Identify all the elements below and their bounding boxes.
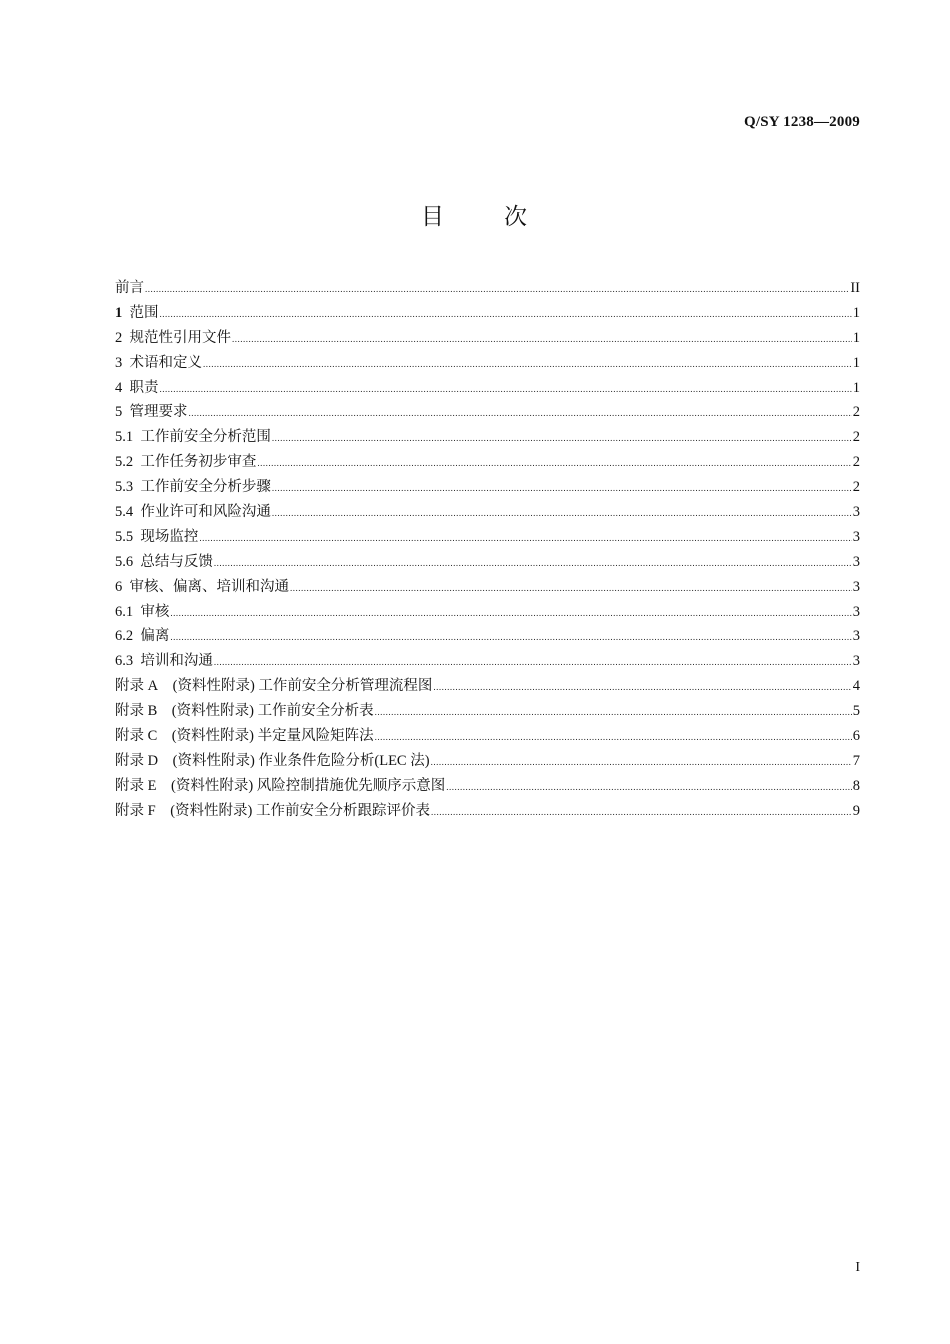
- toc-entry-number: 5: [115, 404, 123, 421]
- toc-entry-text: 作业许可和风险沟通: [140, 504, 271, 521]
- toc-entry-label: [115, 674, 432, 695]
- toc-leader-dots: [170, 604, 851, 621]
- toc-entry-page: 7: [852, 752, 860, 769]
- page-number: I: [855, 1260, 860, 1275]
- toc-entry-label: [115, 500, 271, 521]
- toc-entry[interactable]: [115, 699, 860, 724]
- toc-leader-dots: [214, 554, 852, 571]
- toc-entry-number: 附录 E: [115, 777, 157, 794]
- toc-entry[interactable]: [115, 276, 860, 301]
- table-of-contents: [115, 276, 860, 824]
- toc-entry-page: 5: [852, 703, 860, 720]
- toc-entry-page: 8: [852, 777, 860, 794]
- toc-leader-dots: [433, 678, 851, 695]
- toc-entry-page: 2: [852, 429, 860, 446]
- toc-entry[interactable]: [115, 649, 860, 674]
- toc-entry-number: 5.1: [115, 429, 134, 446]
- toc-entry-number: 1: [115, 304, 123, 321]
- toc-entry[interactable]: [115, 600, 860, 625]
- toc-entry-page: 3: [852, 553, 860, 570]
- toc-entry-text: (资料性附录) 工作前安全分析管理流程图: [168, 678, 433, 695]
- toc-entry[interactable]: [115, 550, 860, 575]
- toc-entry-label: [115, 550, 213, 571]
- toc-entry-page: 4: [852, 678, 860, 695]
- toc-entry-text: 管理要求: [129, 404, 188, 421]
- toc-entry-text: 职责: [129, 379, 159, 396]
- toc-entry-number: 4: [115, 379, 123, 396]
- toc-entry-number: 5.6: [115, 553, 134, 570]
- title-char-1: 目: [421, 204, 446, 229]
- toc-entry-number: 6.1: [115, 603, 134, 620]
- toc-entry-page: 2: [852, 479, 860, 496]
- toc-entry-page: 2: [852, 404, 860, 421]
- toc-entry-number: 2: [115, 329, 123, 346]
- toc-entry-label: [115, 351, 202, 372]
- toc-entry[interactable]: [115, 624, 860, 649]
- toc-entry[interactable]: [115, 674, 860, 699]
- toc-entry-number: 附录 F: [115, 802, 156, 819]
- toc-entry[interactable]: [115, 301, 860, 326]
- toc-entry-label: [115, 774, 445, 795]
- toc-entry-label: [115, 624, 169, 645]
- toc-leader-dots: [272, 504, 852, 521]
- toc-entry-label: [115, 575, 289, 596]
- toc-entry-text: 规范性引用文件: [129, 329, 231, 346]
- toc-entry-label: [115, 749, 430, 770]
- toc-leader-dots: [375, 728, 852, 745]
- toc-entry[interactable]: [115, 425, 860, 450]
- toc-entry-text: 现场监控: [140, 528, 199, 545]
- toc-entry-number: 3: [115, 354, 123, 371]
- toc-entry-page: 6: [852, 728, 860, 745]
- toc-entry[interactable]: [115, 450, 860, 475]
- toc-entry-page: 1: [852, 304, 860, 321]
- toc-entry-number: 5.2: [115, 454, 134, 471]
- toc-leader-dots: [199, 529, 851, 546]
- toc-entry-label: [115, 799, 430, 820]
- toc-entry-page: 3: [852, 603, 860, 620]
- toc-entry-text: 范围: [129, 304, 159, 321]
- toc-leader-dots: [203, 355, 852, 372]
- toc-leader-dots: [232, 330, 852, 347]
- toc-entry-label: [115, 699, 374, 720]
- toc-entry-page: 3: [852, 578, 860, 595]
- toc-entry-label: [115, 525, 198, 546]
- toc-entry-number: 5.4: [115, 504, 134, 521]
- toc-entry[interactable]: [115, 500, 860, 525]
- toc-entry-label: [115, 450, 256, 471]
- toc-entry-number: 5.5: [115, 528, 134, 545]
- toc-entry-label: [115, 724, 374, 745]
- toc-entry-label: [115, 400, 188, 421]
- toc-entry-text: (资料性附录) 风险控制措施优先顺序示意图: [167, 777, 446, 794]
- toc-entry-page: 1: [852, 379, 860, 396]
- toc-entry-number: 附录 A: [115, 678, 159, 695]
- toc-entry-label: [115, 649, 213, 670]
- toc-entry-text: 工作前安全分析范围: [140, 429, 271, 446]
- toc-entry[interactable]: [115, 575, 860, 600]
- toc-entry[interactable]: [115, 749, 860, 774]
- toc-entry-text: 工作任务初步审查: [140, 454, 257, 471]
- toc-entry-text: (资料性附录) 工作前安全分析跟踪评价表: [166, 802, 430, 819]
- toc-leader-dots: [431, 803, 852, 820]
- toc-entry[interactable]: [115, 724, 860, 749]
- toc-entry-text: 审核、偏离、培训和沟通: [129, 578, 289, 595]
- toc-entry-page: 9: [852, 802, 860, 819]
- toc-entry[interactable]: [115, 400, 860, 425]
- toc-entry-text: 前言: [115, 280, 144, 296]
- toc-entry-page: 1: [852, 354, 860, 371]
- toc-entry-page: 1: [852, 329, 860, 346]
- toc-leader-dots: [446, 778, 851, 795]
- toc-entry-text: 审核: [140, 603, 170, 620]
- toc-entry-text: 培训和沟通: [140, 653, 213, 670]
- standard-code: Q/SY 1238—2009: [743, 114, 860, 130]
- toc-leader-dots: [375, 703, 852, 720]
- toc-entry[interactable]: [115, 525, 860, 550]
- toc-entry-text: 总结与反馈: [140, 553, 213, 570]
- toc-entry-text: (资料性附录) 作业条件危险分析(LEC 法): [168, 752, 430, 769]
- toc-entry-label: [115, 326, 231, 347]
- toc-entry-text: 偏离: [140, 628, 170, 645]
- toc-entry[interactable]: [115, 326, 860, 351]
- toc-entry-number: 6.2: [115, 628, 134, 645]
- toc-entry-number: 5.3: [115, 479, 134, 496]
- toc-entry-page: 3: [852, 628, 860, 645]
- toc-entry-page: 3: [852, 528, 860, 545]
- toc-entry-page: 2: [852, 454, 860, 471]
- toc-leader-dots: [272, 479, 852, 496]
- toc-entry-number: 附录 D: [115, 752, 159, 769]
- toc-entry-text: (资料性附录) 工作前安全分析表: [168, 703, 374, 720]
- page-title: [0, 198, 950, 231]
- toc-entry-text: (资料性附录) 半定量风险矩阵法: [168, 728, 374, 745]
- toc-entry-label: [115, 475, 271, 496]
- toc-entry-label: [115, 600, 169, 621]
- toc-leader-dots: [431, 753, 852, 770]
- toc-entry-label: [115, 276, 144, 297]
- toc-entry-label: [115, 425, 271, 446]
- toc-leader-dots: [145, 280, 849, 297]
- toc-entry[interactable]: [115, 475, 860, 500]
- toc-entry-number: 6.3: [115, 653, 134, 670]
- toc-leader-dots: [257, 454, 851, 471]
- toc-entry-number: 附录 C: [115, 728, 158, 745]
- toc-entry[interactable]: [115, 351, 860, 376]
- toc-leader-dots: [272, 429, 852, 446]
- toc-entry-page: 3: [852, 653, 860, 670]
- toc-entry-page: II: [850, 280, 860, 296]
- toc-leader-dots: [160, 305, 852, 322]
- toc-leader-dots: [170, 628, 851, 645]
- toc-entry-page: 3: [852, 504, 860, 521]
- toc-entry-text: 术语和定义: [129, 354, 202, 371]
- toc-leader-dots: [189, 404, 852, 421]
- toc-leader-dots: [290, 579, 852, 596]
- toc-entry-label: [115, 376, 159, 397]
- toc-leader-dots: [214, 653, 852, 670]
- toc-entry[interactable]: [115, 799, 860, 824]
- toc-entry-text: 工作前安全分析步骤: [140, 479, 271, 496]
- toc-entry[interactable]: [115, 774, 860, 799]
- toc-entry-label: [115, 301, 159, 322]
- toc-leader-dots: [160, 380, 852, 397]
- toc-entry-number: 附录 B: [115, 703, 158, 720]
- title-char-2: 次: [504, 204, 529, 229]
- toc-entry[interactable]: [115, 376, 860, 401]
- toc-entry-number: 6: [115, 578, 123, 595]
